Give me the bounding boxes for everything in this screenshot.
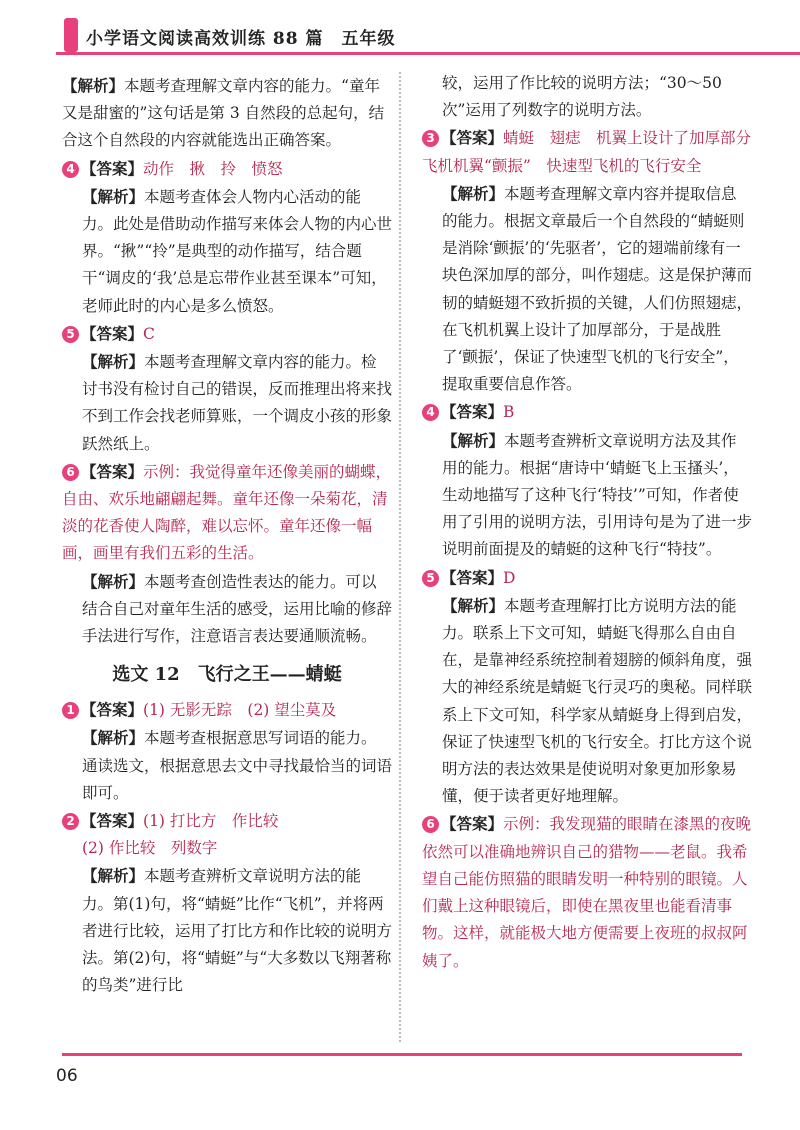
page-header: [56, 18, 800, 52]
analysis-text: 本题考查辨析文章说明方法及其作用的能力。根据“唐诗中‘蜻蜓飞上玉搔头’，生动地描写了这种飞行‘特技’”可知，作者使用了引用的说明方法，引用诗句是为了进一步说明前面提及的蜻蜓的这种飞行“特技”。: [442, 431, 753, 559]
answer-text: C: [143, 324, 155, 343]
question-number-badge: 2: [62, 813, 79, 830]
analysis-label: 【解析】: [442, 595, 505, 615]
answer-label: 【答案】: [441, 128, 504, 148]
analysis-label: 【解析】: [442, 430, 505, 450]
header-rule: [56, 52, 800, 55]
answer-label: 【答案】: [81, 158, 144, 178]
continued-analysis: 较，运用了作比较的说明方法；“30～50 次”运用了列数字的说明方法。: [442, 74, 722, 120]
book-title: [86, 24, 396, 49]
question-s2: [62, 807, 392, 999]
question-s5: [422, 564, 752, 811]
analysis-text: 本题考查理解文章内容的能力。“童年又是甜蜜的”这句话是第 3 自然段的总起句，结合这个自然段的内容就能选出正确答案。: [62, 77, 385, 150]
answer-text: 动作 揪 拎 愤怒: [143, 159, 283, 178]
header-accent-bar: [64, 18, 78, 52]
question-number-badge: 5: [62, 326, 79, 343]
answer-text: 蜻蜓 翅痣 机翼上设计了加厚部分 飞机机翼“颤振” 快速型飞机的飞行安全: [422, 129, 767, 175]
column-divider: [399, 72, 401, 1042]
question-number-badge: 6: [62, 464, 79, 481]
analysis-text: 本题考查创造性表达的能力。可以结合自己对童年生活的感受，运用比喻的修辞手法进行写作，注意语言表达要通顺流畅。: [82, 572, 393, 646]
answer-label: 【答案】: [81, 700, 144, 720]
analysis-text: 本题考查根据意思写词语的能力。通读选文，根据意思去文中寻找最恰当的词语即可。: [82, 729, 393, 802]
answer-label: 【答案】: [441, 814, 504, 834]
answer-text-2: (2) 作比较 列数字: [82, 839, 218, 858]
analysis-text: 本题考查理解打比方说明方法的能力。联系上下文可知，蜻蜓飞得那么自由自在，是靠神经系统控制着翅膀的倾斜角度，强大的神经系统是蜻蜓飞行灵巧的奥秘。同样联系上下文可知，科学家从蜻蜓身上得到启发，保证了快速型飞机的飞行安全。打比方这个说明方法的表达效果是使说明对象更加形象易懂，便于读者更好地理解。: [442, 596, 753, 806]
question-number-badge: 4: [62, 161, 79, 178]
left-column: [62, 72, 392, 1000]
answer-text: 示例：我觉得童年还像美丽的蝴蝶，自由、欢乐地翩翩起舞。童年还像一朵菊花，清淡的花香使人陶醉，难以忘怀。童年还像一幅画，画里有我们五彩的生活。: [62, 462, 392, 563]
analysis-label: 【解析】: [62, 76, 125, 95]
question-4: [62, 155, 392, 320]
analysis-block-intro: [62, 72, 392, 155]
answer-label: 【答案】: [81, 811, 144, 831]
answer-text: D: [503, 568, 516, 587]
analysis-text: 本题考查理解文章内容并提取信息的能力。根据文章最后一个自然段的“蜻蜓则是消除‘颤振’的‘先驱者’，它的翅端前缘有一块色深加厚的部分，叫作翅痣。这是保护薄而韧的蜻蜓翅不致折损的关键，人们仿照翅痣，在飞机机翼上设计了加厚部分，于是战胜了‘颤振’，保证了快速型飞机的飞行安全”，提取重要信息作答。: [442, 184, 753, 394]
answer-text: B: [503, 403, 515, 422]
page-number: 06: [56, 1066, 78, 1086]
book-title-text: 小学语文阅读高效训练 88 篇: [86, 29, 324, 49]
analysis-text: 本题考查辨析文章说明方法的能力。第(1)句，将“蜻蜓”比作“飞机”，并将两者进行比较，运用了打比方和作比较的说明方法。第(2)句，将“蜻蜓”与“大多数以飞翔著称的鸟类”进行比: [82, 867, 393, 995]
question-number-badge: 1: [62, 702, 79, 719]
analysis-text: 本题考查理解文章内容的能力。检讨书没有检讨自己的错误，反而推理出将来找不到工作会找老师算账，一个调皮小孩的形象跃然纸上。: [82, 353, 393, 453]
right-column: [422, 70, 767, 975]
question-s6: [422, 810, 752, 974]
answer-text: 示例：我发现猫的眼睛在漆黑的夜晚依然可以准确地辨识自己的猎物——老鼠。我希望自己能仿照猫的眼睛发明一种特别的眼镜。人们戴上这种眼镜后，即使在黑夜里也能看清事物。这样，就能极大地方便需要上夜班的叔叔阿姨了。: [422, 815, 752, 970]
analysis-label: 【解析】: [82, 352, 145, 372]
question-6: [62, 458, 392, 650]
answer-label: 【答案】: [81, 323, 144, 343]
question-s4: [422, 398, 752, 563]
analysis-label: 【解析】: [82, 186, 145, 206]
question-number-badge: 3: [422, 130, 439, 147]
question-s3: [422, 124, 767, 398]
question-number-badge: 6: [422, 816, 439, 833]
answer-label: 【答案】: [441, 567, 504, 587]
question-5: [62, 320, 392, 458]
answer-label: 【答案】: [81, 461, 144, 481]
question-s1: [62, 696, 392, 807]
answer-text: (1) 无影无踪 (2) 望尘莫及: [143, 701, 337, 720]
section-title: 选文 12 飞行之王——蜻蜓: [112, 664, 342, 686]
question-number-badge: 4: [422, 404, 439, 421]
analysis-label: 【解析】: [82, 728, 145, 748]
answer-label: 【答案】: [441, 402, 504, 422]
analysis-label: 【解析】: [82, 571, 145, 591]
analysis-label: 【解析】: [442, 183, 505, 203]
answer-text: (1) 打比方 作比较: [143, 812, 279, 831]
footer-rule: [62, 1053, 742, 1056]
grade-label: 五年级: [341, 29, 396, 49]
question-number-badge: 5: [422, 570, 439, 587]
analysis-label: 【解析】: [82, 866, 145, 886]
analysis-text: 本题考查体会人物内心活动的能力。此处是借助动作描写来体会人物的内心世界。“揪”“拎”是典型的动作描写，结合题干“调皮的‘我’总是忘带作业甚至课本”可知，老师此时的内心是多么愤怒。: [82, 187, 393, 315]
